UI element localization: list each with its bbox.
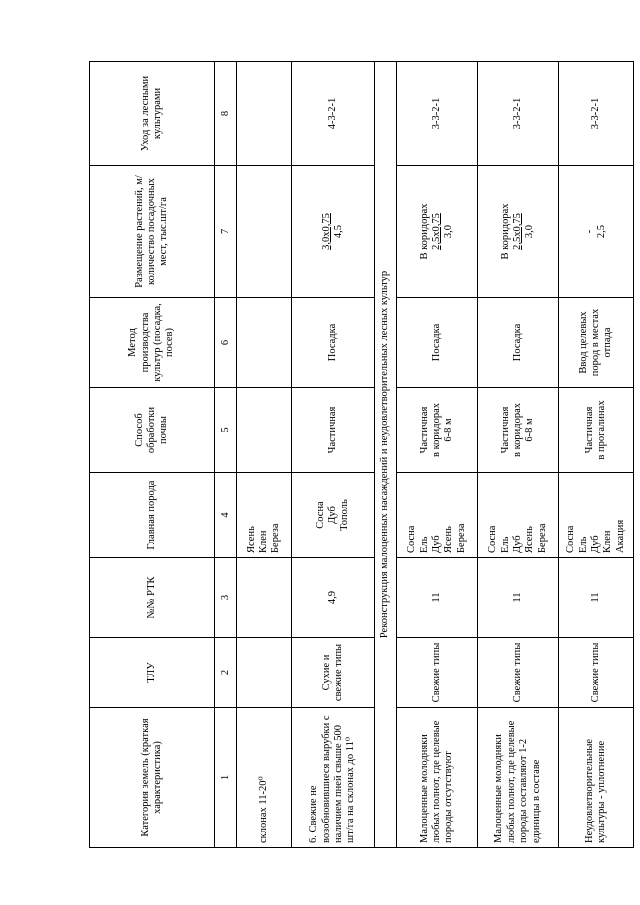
placement-density: 2,5 <box>596 224 608 239</box>
cell-soil <box>237 388 292 473</box>
species-item: Ель <box>577 536 589 553</box>
species-item: Ель <box>418 536 430 553</box>
species-item: Береза <box>270 523 282 553</box>
placement-label: В коридорах <box>499 203 511 260</box>
header-placement: Размещение растений, м/количество посадочных мест, тыс.шт/га <box>90 166 215 298</box>
species-item: Дуб <box>512 535 524 553</box>
table-row <box>478 62 559 848</box>
species-item: Клен <box>257 530 269 553</box>
species-item: Береза <box>536 523 548 553</box>
cell-placement <box>559 166 634 298</box>
header-care: Уход за лесными культурами <box>90 62 215 166</box>
cell-care: 3-3-2-1 <box>397 62 478 166</box>
header-species: Главная порода <box>90 473 215 558</box>
cell-species <box>559 473 634 558</box>
cell-species <box>478 473 559 558</box>
col-num-1: 1 <box>215 708 237 848</box>
col-num-8: 8 <box>215 62 237 166</box>
table-row <box>292 62 375 848</box>
cell-category: Неудовлетворительные культуры - уплотнение <box>559 708 634 848</box>
cell-care: 4-3-2-1 <box>292 62 375 166</box>
cell-tlu: Свежие типы <box>478 638 559 708</box>
placement-spacing: - <box>583 229 595 234</box>
cell-rtk <box>237 558 292 638</box>
cell-category: Малоценные молодняки любых полнот, где целевые породы отсутствуют <box>397 708 478 848</box>
species-item: Ясень <box>443 526 455 553</box>
cell-tlu: Свежие типы <box>559 638 634 708</box>
cell-method: Посадка <box>397 298 478 388</box>
species-item: Сосна <box>565 525 577 553</box>
cell-soil <box>559 388 634 473</box>
cell-care: 3-3-2-1 <box>478 62 559 166</box>
cell-category: склонах 11-20⁰ <box>237 708 292 848</box>
species-item: Сосна <box>314 501 326 529</box>
header-row <box>90 62 215 848</box>
col-num-2: 2 <box>215 638 237 708</box>
col-num-4: 4 <box>215 473 237 558</box>
cell-care <box>237 62 292 166</box>
table-row <box>559 62 634 848</box>
cell-placement <box>237 166 292 298</box>
cell-rtk: 11 <box>478 558 559 638</box>
col-num-7: 7 <box>215 166 237 298</box>
soil-line: Частичная <box>583 406 595 454</box>
section-title: Реконструкция малоценных насаждений и неудовлетворительных лесных культур <box>375 62 397 848</box>
cell-species <box>237 473 292 558</box>
table-rotation-container <box>89 62 634 848</box>
species-item: Дуб <box>326 506 338 524</box>
species-item: Тополь <box>339 499 351 531</box>
species-item: Ясень <box>245 526 257 553</box>
placement-density: 4,5 <box>333 224 345 239</box>
cell-soil: Частичная <box>292 388 375 473</box>
col-num-5: 5 <box>215 388 237 473</box>
cell-method <box>237 298 292 388</box>
placement-density: 3,0 <box>443 224 455 239</box>
cell-tlu: Свежие типы <box>397 638 478 708</box>
species-item: Береза <box>455 523 467 553</box>
col-num-3: 3 <box>215 558 237 638</box>
cell-placement <box>478 166 559 298</box>
cell-rtk: 11 <box>559 558 634 638</box>
cell-method: Посадка <box>292 298 375 388</box>
table-row <box>397 62 478 848</box>
cell-placement <box>292 166 375 298</box>
species-item: Сосна <box>406 525 418 553</box>
header-method: Метод производства культур (посадка, посев) <box>90 298 215 388</box>
cell-rtk: 11 <box>397 558 478 638</box>
species-item: Клен <box>602 530 614 553</box>
placement-spacing: 3,0х0,75 <box>320 213 332 250</box>
cell-category: 6. Свежие не возобновившиеся вырубки с наличием пней свыше 500 шт/га на склонах до 11⁰ <box>292 708 375 848</box>
placement-density: 3,0 <box>524 224 536 239</box>
species-item: Дуб <box>431 535 443 553</box>
section-row <box>375 62 397 848</box>
column-number-row <box>215 62 237 848</box>
col-num-6: 6 <box>215 298 237 388</box>
cell-soil <box>397 388 478 473</box>
cell-placement <box>397 166 478 298</box>
cell-category: Малоценные молодняки любых полнот, где целевые породы составляют 1-2 единицы в составе <box>478 708 559 848</box>
header-category: Категория земель (краткая характеристика) <box>90 708 215 848</box>
cell-care: 3-3-2-1 <box>559 62 634 166</box>
species-item: Ясень <box>524 526 536 553</box>
header-soil: Способ обработки почвы <box>90 388 215 473</box>
soil-line: Частичная <box>418 406 430 454</box>
soil-line: 6-8 м <box>443 418 455 442</box>
cell-method: Ввод целевых пород в местах отпада <box>559 298 634 388</box>
soil-line: Частичная <box>499 406 511 454</box>
species-item: Ель <box>499 536 511 553</box>
species-item: Дуб <box>589 535 601 553</box>
rotated-table-frame <box>89 62 634 848</box>
header-rtk: №№ РТК <box>90 558 215 638</box>
cell-tlu: Сухие и свежие типы <box>292 638 375 708</box>
cell-species <box>397 473 478 558</box>
cell-method: Посадка <box>478 298 559 388</box>
forest-crops-table <box>89 61 634 848</box>
placement-spacing: 2,5х0,75 <box>431 213 443 250</box>
cell-species <box>292 473 375 558</box>
header-tlu: ТЛУ <box>90 638 215 708</box>
species-item: Акация <box>614 519 626 553</box>
placement-label: В коридорах <box>418 203 430 260</box>
soil-line: в коридорах <box>512 402 524 458</box>
soil-line: 6-8 м <box>524 418 536 442</box>
soil-line: в коридорах <box>431 402 443 458</box>
cell-rtk: 4,9 <box>292 558 375 638</box>
placement-spacing: 2,5х0,75 <box>512 213 524 250</box>
table-row <box>237 62 292 848</box>
soil-line: в прогалинах <box>596 400 608 460</box>
species-item: Сосна <box>487 525 499 553</box>
cell-tlu <box>237 638 292 708</box>
cell-soil <box>478 388 559 473</box>
